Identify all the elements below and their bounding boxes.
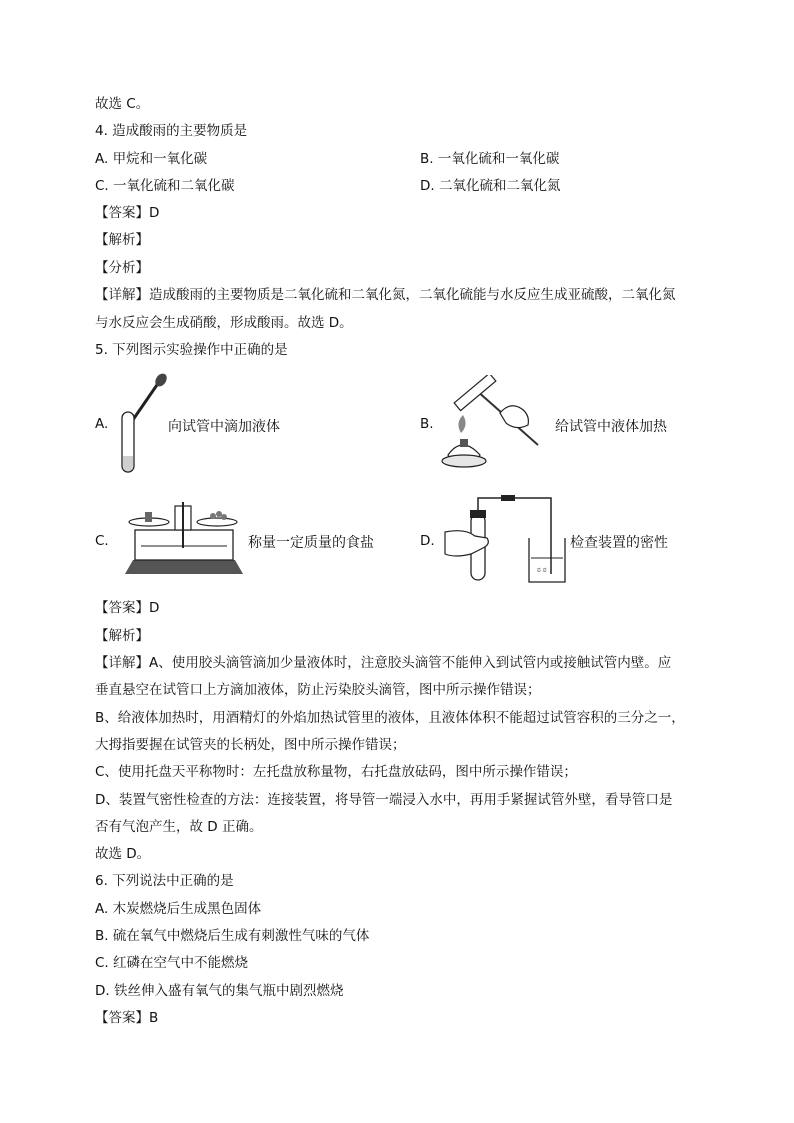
- explanation-line: D、装置气密性检查的方法：连接装置，将导管一端浸入水中，再用手紧握试管外壁，看导管口是: [95, 792, 673, 808]
- analysis-label: 【解析】: [95, 232, 149, 248]
- figure-b-caption: 给试管中液体加热: [555, 419, 667, 435]
- option-a: A. 木炭燃烧后生成黑色固体: [95, 901, 262, 917]
- option-c: C. 一氧化硫和二氧化碳: [95, 178, 235, 194]
- airtightness-check-figure: [441, 492, 571, 586]
- explanation-line: B、给液体加热时，用酒精灯的外焰加热试管里的液体，且液体体积不能超过试管容积的三分之一，: [95, 710, 685, 726]
- analysis-label: 【解析】: [95, 628, 149, 644]
- figure-a-caption: 向试管中滴加液体: [168, 419, 280, 435]
- question-4: 4. 造成酸雨的主要物质是: [95, 123, 248, 139]
- explanation-line: 与水反应会生成硝酸，形成酸雨。故选 D。: [95, 315, 353, 331]
- text-line: 故选 D。: [95, 846, 151, 862]
- figure-d-label: D.: [420, 533, 435, 549]
- explanation-line: 否有气泡产生，故 D 正确。: [95, 819, 263, 835]
- figure-a-label: A.: [95, 416, 109, 432]
- text-line: 故选 C。: [95, 96, 150, 112]
- heating-test-tube-figure: [438, 375, 543, 473]
- option-d: D. 铁丝伸入盛有氧气的集气瓶中剧烈燃烧: [95, 983, 344, 999]
- figure-b-label: B.: [420, 416, 434, 432]
- figure-c-label: C.: [95, 533, 109, 549]
- option-a: A. 甲烷和一氧化碳: [95, 151, 208, 167]
- explanation-line: 【详解】造成酸雨的主要物质是二氧化硫和二氧化氮，二氧化硫能与水反应生成亚硫酸，二氧化氮: [95, 287, 676, 303]
- option-d: D. 二氧化硫和二氧化氮: [420, 178, 561, 194]
- answer-label: 【答案】D: [95, 205, 160, 221]
- option-b: B. 一氧化硫和一氧化碳: [420, 151, 560, 167]
- analysis-sub-label: 【分析】: [95, 260, 149, 276]
- balance-figure: [121, 500, 246, 580]
- figure-c-caption: 称量一定质量的食盐: [248, 535, 374, 551]
- explanation-line: 【详解】A、使用胶头滴管滴加少量液体时，注意胶头滴管不能伸入到试管内或接触试管内壁。应: [95, 655, 672, 671]
- answer-label: 【答案】B: [95, 1010, 159, 1026]
- explanation-line: 大拇指要握在试管夹的长柄处，图中所示操作错误；: [95, 737, 406, 753]
- explanation-line: 垂直悬空在试管口上方滴加液体，防止污染胶头滴管，图中所示操作错误；: [95, 682, 541, 698]
- option-c: C. 红磷在空气中不能燃烧: [95, 955, 249, 971]
- question-6: 6. 下列说法中正确的是: [95, 873, 234, 889]
- question-5: 5. 下列图示实验操作中正确的是: [95, 342, 288, 358]
- option-b: B. 硫在氧气中燃烧后生成有刺激性气味的气体: [95, 928, 370, 944]
- svg-text:ಠ ಠ: ಠ ಠ: [537, 566, 547, 574]
- figure-d-caption: 检查装置的密性: [570, 535, 668, 551]
- answer-label: 【答案】D: [95, 600, 160, 616]
- dropper-test-tube-figure: [112, 372, 172, 478]
- explanation-line: C、使用托盘天平称物时：左托盘放称量物，右托盘放砝码，图中所示操作错误；: [95, 764, 577, 780]
